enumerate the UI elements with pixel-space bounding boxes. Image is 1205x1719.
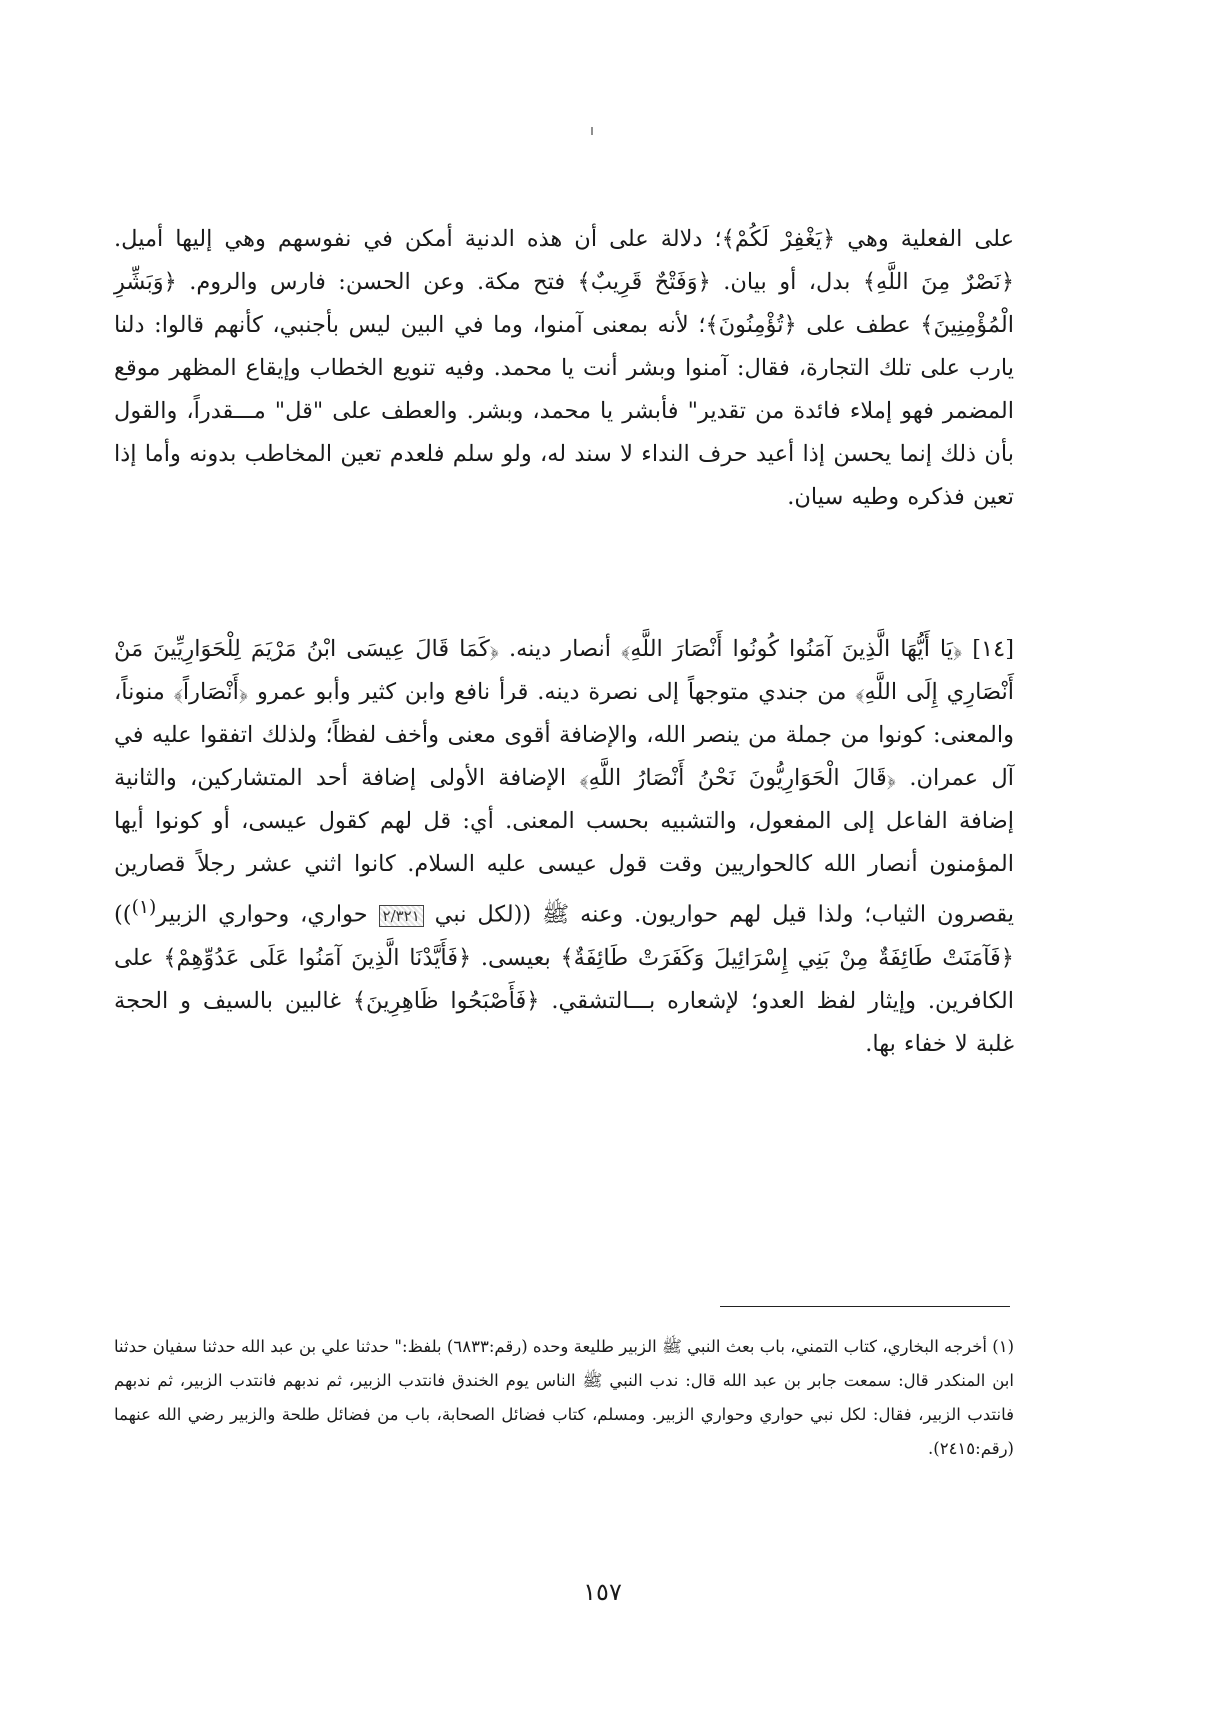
commentary-paragraph-1: [114, 218, 1014, 519]
footnote: [114, 1330, 1014, 1466]
footnote-divider: [720, 1306, 1010, 1307]
library-stamp: ٢/٣٢١: [379, 905, 424, 927]
paragraph-2-part-a: [١٤] ﴿يَا أَيُّهَا الَّذِينَ آمَنُوا كُونُوا أَنْصَارَ اللَّهِ﴾ أنصار دينه. ﴿كَمَا قَالَ عِيسَى ابْنُ مَرْيَمَ لِلْحَوَارِيِّينَ مَنْ أَنْصَارِي إِلَى اللَّهِ﴾ من جندي متوجهاً إلى نصرة دينه. قرأ نافع وابن كثير وأبو عمرو ﴿أَنْصَاراً﴾ منوناً، والمعنى: كونوا من جملة من ينصر الله، والإضافة أقوى معنى وأخف لفظاً؛ ولذلك اتفقوا عليه في آل عمران. ﴿قَالَ الْحَوَارِيُّونَ نَحْنُ أَنْصَارُ اللَّهِ﴾ الإضافة الأولى إضافة أحد المتشاركين، والثانية إضافة الفاعل إلى المفعول، والتشبيه بحسب المعنى. أي: قل لهم كقول عيسى، أو كونوا أيها المؤمنون أنصار الله كالحواريين وقت قول عيسى عليه السلام. كانوا اثني عشر رجلاً قصارين يقصرون الثياب؛ ولذا قيل لهم حواريون. وعنه ﷺ ((لكل نبي: [114, 636, 1014, 928]
paragraph-1-text: على الفعلية وهي ﴿يَغْفِرْ لَكُمْ﴾؛ دلالة على أن هذه الدنية أمكن في نفوسهم وهي إليها أميل. ﴿نَصْرٌ مِنَ اللَّهِ﴾ بدل، أو بيان. ﴿وَفَتْحٌ قَرِيبٌ﴾ فتح مكة. وعن الحسن: فارس والروم. ﴿وَبَشِّرِ الْمُؤْمِنِينَ﴾ عطف على ﴿تُؤْمِنُونَ﴾؛ لأنه بمعنى آمنوا، وما في البين ليس بأجنبي، كأنهم قالوا: دلنا يارب على تلك التجارة، فقال: آمنوا وبشر أنت يا محمد. وفيه تنويع الخطاب وإيقاع المظهر موقع المضمر فهو إملاء فائدة من تقدير" فأبشر يا محمد، وبشر. والعطف على "قل" مـــقدراً، والقول بأن ذلك إنما يحسن إذا أعيد حرف النداء لا سند له، ولو سلم فلعدم تعين المخاطب بدونه وأما إذا تعين فذكره وطيه سيان.: [114, 226, 1014, 510]
commentary-paragraph-2: [114, 628, 1014, 1066]
paragraph-2-part-c: )) ﴿فَآمَنَتْ طَائِفَةٌ مِنْ بَنِي إِسْرَائِيلَ وَكَفَرَتْ طَائِفَةٌ﴾ بعيسى. ﴿فَأَيَّدْنَا الَّذِينَ آمَنُوا عَلَى عَدُوِّهِمْ﴾ على الكافرين. وإيثار لفظ العدو؛ لإشعاره بـــالتشقي. ﴿فَأَصْبَحُوا ظَاهِرِينَ﴾ غالبين بالسيف و الحجة غلبة لا خفاء بها.: [114, 901, 1014, 1057]
paragraph-2-part-b: حواري، وحواري الزبير: [156, 901, 368, 928]
page-number: ١٥٧: [583, 1578, 622, 1606]
footnote-text: (١) أخرجه البخاري، كتاب التمني، باب بعث النبي ﷺ الزبير طليعة وحده (رقم:٦٨٣٣) بلفظ:" حدثنا علي بن عبد الله حدثنا سفيان حدثنا ابن المنكدر قال: سمعت جابر بن عبد الله قال: ندب النبي ﷺ الناس يوم الخندق فانتدب الزبير، ثم ندبهم فانتدب الزبير، ثم ندبهم فانتدب الزبير، فقال: لكل نبي حواري وحواري الزبير. ومسلم، كتاب فضائل الصحابة، باب من فضائل طلحة والزبير رضي الله عنهما (رقم:٢٤١٥).: [114, 1337, 1014, 1458]
paragraph-2-text: [114, 628, 1014, 1066]
scan-mark: [591, 127, 593, 135]
footnote-marker: (١): [131, 897, 157, 918]
